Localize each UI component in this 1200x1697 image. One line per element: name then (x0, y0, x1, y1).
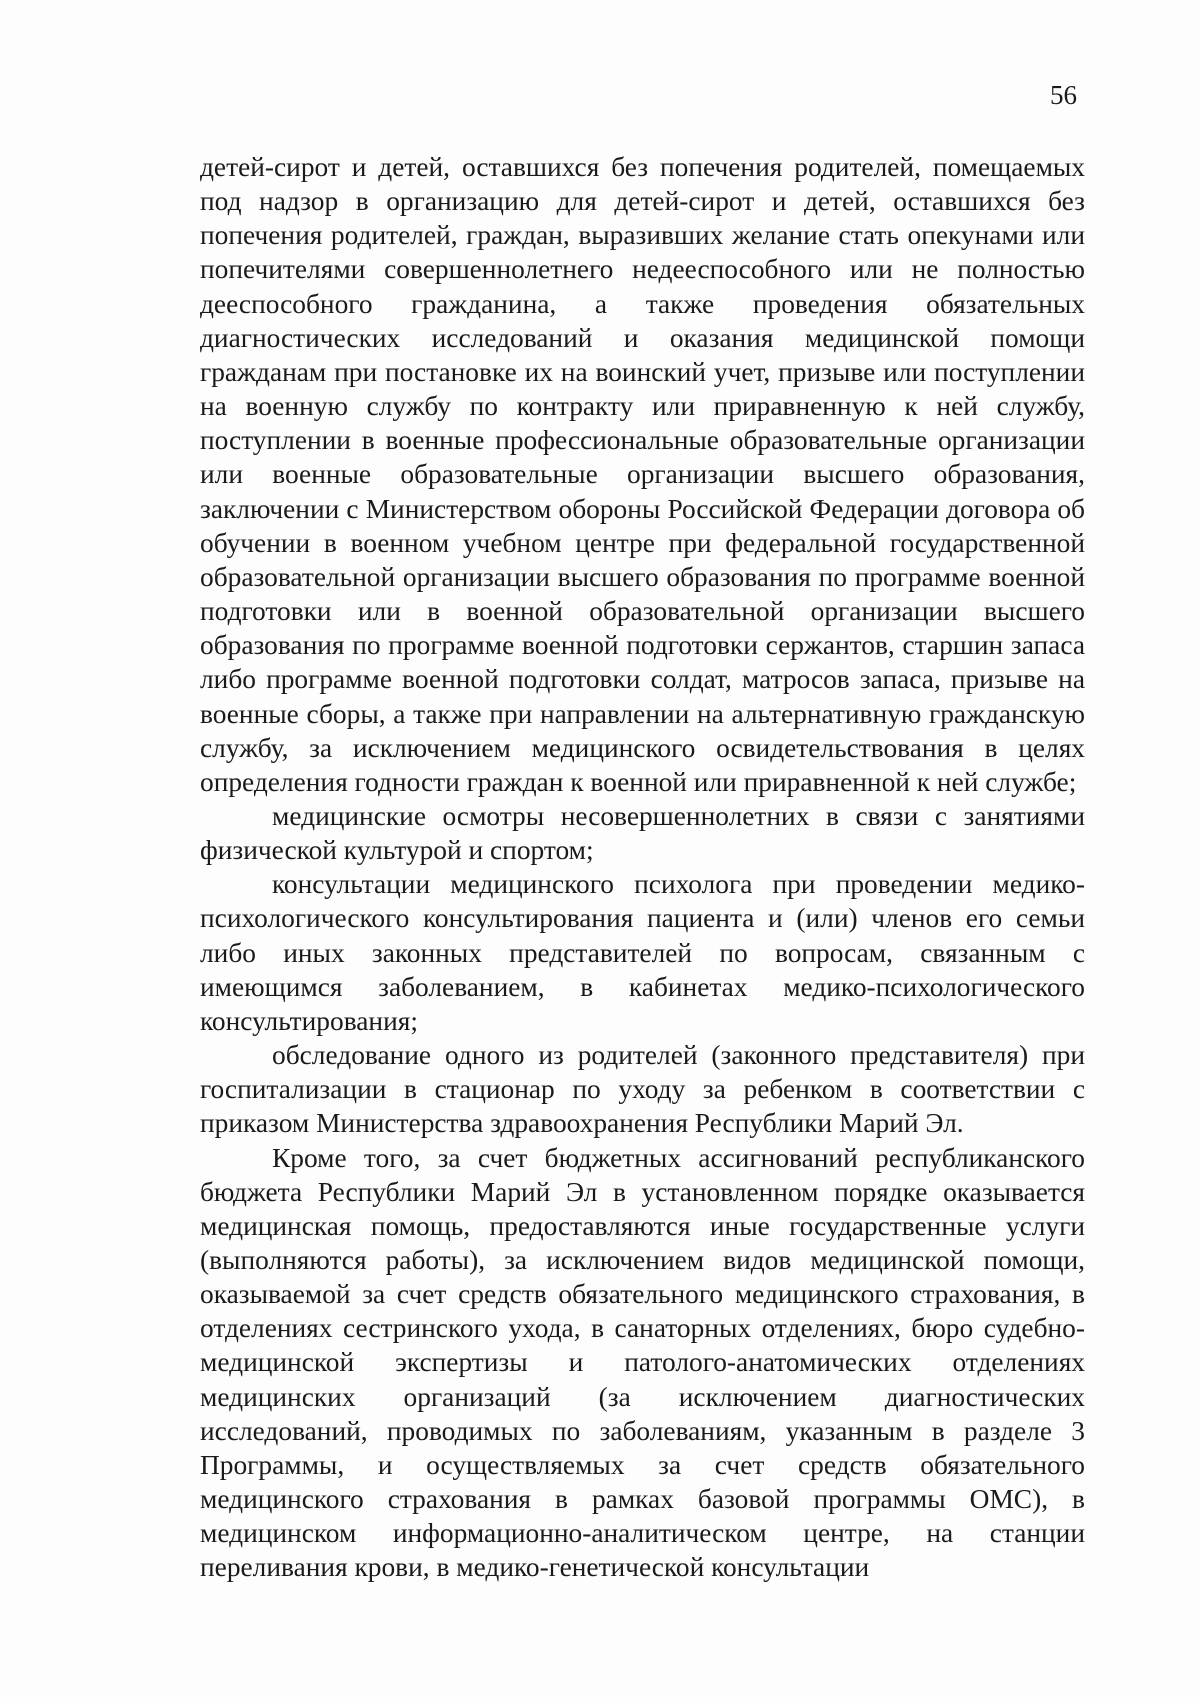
document-body (200, 150, 1085, 1585)
paragraph-parent-examination: обследование одного из родителей (законного представителя) при госпитализации в стационар по уходу за ребенком в соответствии с приказом Министерства здравоохранения Республики Марий Эл. (200, 1040, 1085, 1139)
page-number: 56 (1050, 80, 1077, 110)
paragraph-additional-budget-funding: Кроме того, за счет бюджетных ассигнований республиканского бюджета Республики Марий Эл в установленном порядке оказывается медицинская помощь, предоставляются иные государственные услуги (выполняются работы), за исключением видов медицинской помощи, оказываемой за счет средств обязательного медицинского страхования, в отделениях сестринского ухода, в санаторных отделениях, бюро судебно-медицинской экспертизы и патолого-анатомических отделениях медицинских организаций (за исключением диагностических исследований, проводимых по заболеваниям, указанным в разделе 3 Программы, и осуществляемых за счет средств обязательного медицинского страхования в рамках базовой программы ОМС), в медицинском информационно-аналитическом центре, на станции переливания крови, в медико-генетической консультации (200, 1142, 1085, 1583)
paragraph-psychologist-consultations: консультации медицинского психолога при проведении медико-психологического консультирования пациента и (или) членов его семьи либо иных законных представителей по вопросам, связанным с имеющимся заболеванием, в кабинетах медико-психологического консультирования; (200, 869, 1085, 1036)
paragraph-minor-sports-exams: медицинские осмотры несовершеннолетних в связи с занятиями физической культурой и спортом; (200, 800, 1085, 866)
paragraph-recipients-list: детей-сирот и детей, оставшихся без попечения родителей, помещаемых под надзор в организацию для детей-сирот и детей, оставшихся без попечения родителей, граждан, выразивших желание стать опекунами или попечителями совершеннолетнего недееспособного или не полностью дееспособного гражданина, а также проведения обязательных диагностических исследований и оказания медицинской помощи гражданам при постановке их на воинский учет, призыве или поступлении на военную службу по контракту или приравненную к ней службу, поступлении в военные профессиональные образовательные организации или военные образовательные организации высшего образования, заключении с Министерством обороны Российской Федерации договора об обучении в военном учебном центре при федеральной государственной образовательной организации высшего образования по программе военной подготовки или в военной образовательной организации высшего образования по программе военной подготовки сержантов, старшин запаса либо программе военной подготовки солдат, матросов запаса, призыве на военные сборы, а также при направлении на альтернативную гражданскую службу, за исключением медицинского освидетельствования в целях определения годности граждан к военной или приравненной к ней службе; (200, 152, 1085, 797)
